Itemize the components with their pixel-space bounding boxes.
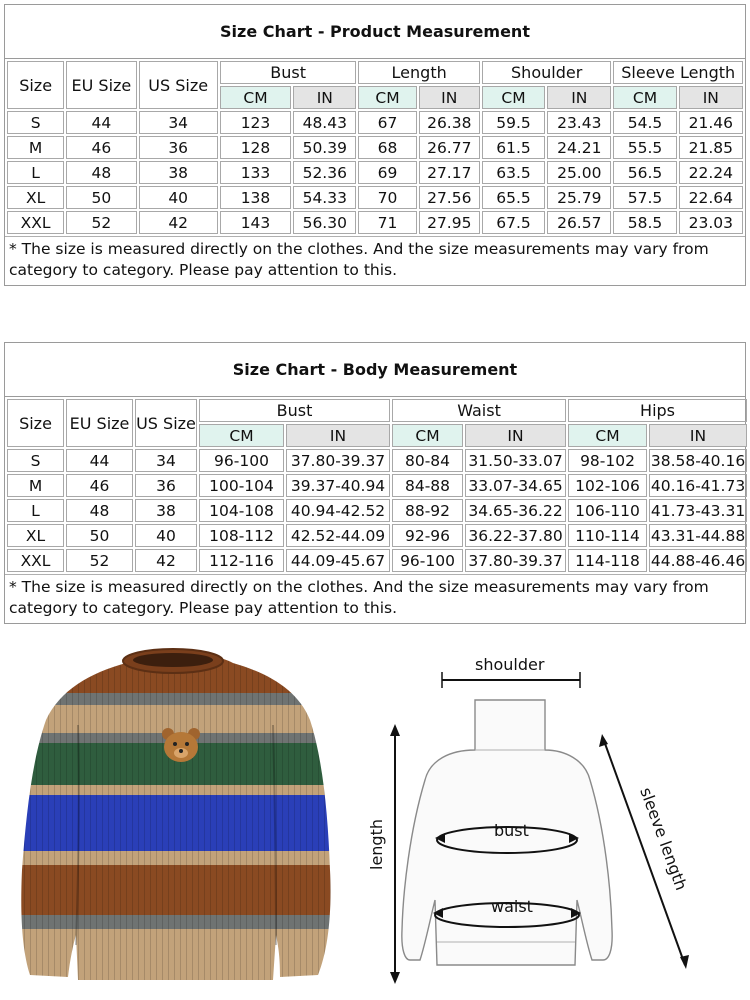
table-cell: 26.38: [419, 111, 480, 134]
unit-header-in: IN: [547, 86, 611, 109]
col-header-bust: Bust: [199, 399, 390, 422]
table-cell: 50: [66, 186, 136, 209]
unit-header-in: IN: [286, 424, 390, 447]
unit-header-cm: CM: [568, 424, 647, 447]
table-cell: 48: [66, 161, 136, 184]
col-header-waist: Waist: [392, 399, 566, 422]
measurement-diagram: [355, 650, 745, 990]
table-cell: 27.95: [419, 211, 480, 234]
table-cell: 40: [135, 524, 197, 547]
table-cell: 21.85: [679, 136, 743, 159]
unit-header-in: IN: [419, 86, 480, 109]
table-cell: 36.22-37.80: [465, 524, 566, 547]
table-cell: 25.00: [547, 161, 611, 184]
table-cell: 26.57: [547, 211, 611, 234]
table-cell: 88-92: [392, 499, 463, 522]
table-cell: 33.07-34.65: [465, 474, 566, 497]
size-cell: S: [7, 111, 64, 134]
col-header-length: Length: [358, 61, 479, 84]
table-cell: 69: [358, 161, 416, 184]
table-cell: 52: [66, 549, 133, 572]
table-cell: 55.5: [613, 136, 676, 159]
table-cell: 138: [220, 186, 291, 209]
shoulder-label: shoulder: [475, 655, 545, 674]
table-cell: 100-104: [199, 474, 284, 497]
table-cell: 68: [358, 136, 416, 159]
table-cell: 102-106: [568, 474, 647, 497]
table-cell: 24.21: [547, 136, 611, 159]
body-size-chart: [4, 342, 746, 624]
table-cell: 40: [139, 186, 218, 209]
table-cell: 52: [66, 211, 136, 234]
sweater-outline-diagram: [355, 650, 745, 990]
size-cell: XL: [7, 186, 64, 209]
table-cell: 43.31-44.88: [649, 524, 747, 547]
table-cell: 26.77: [419, 136, 480, 159]
table-cell: 56.5: [613, 161, 676, 184]
bust-label: bust: [494, 821, 529, 840]
table-cell: 22.24: [679, 161, 743, 184]
unit-header-in: IN: [649, 424, 747, 447]
table-row: [7, 499, 747, 522]
table-cell: 114-118: [568, 549, 647, 572]
table-cell: 50.39: [293, 136, 356, 159]
table-cell: 23.43: [547, 111, 611, 134]
table-cell: 34: [139, 111, 218, 134]
unit-header-in: IN: [293, 86, 356, 109]
col-header-size: Size: [7, 61, 64, 109]
size-cell: XXL: [7, 211, 64, 234]
size-cell: M: [7, 136, 64, 159]
table-cell: 27.17: [419, 161, 480, 184]
table-cell: 80-84: [392, 449, 463, 472]
table-cell: 110-114: [568, 524, 647, 547]
table-cell: 67.5: [482, 211, 545, 234]
size-cell: L: [7, 161, 64, 184]
col-header-size: Size: [7, 399, 64, 447]
table-cell: 38: [135, 499, 197, 522]
table-cell: 96-100: [392, 549, 463, 572]
table-cell: 67: [358, 111, 416, 134]
table-cell: 38: [139, 161, 218, 184]
table-cell: 25.79: [547, 186, 611, 209]
table-cell: 50: [66, 524, 133, 547]
table-cell: 39.37-40.94: [286, 474, 390, 497]
col-header-us-size: US Size: [135, 399, 197, 447]
table-cell: 36: [135, 474, 197, 497]
table-cell: 21.46: [679, 111, 743, 134]
table-cell: 34: [135, 449, 197, 472]
table-cell: 57.5: [613, 186, 676, 209]
table-cell: 98-102: [568, 449, 647, 472]
col-header-hips: Hips: [568, 399, 747, 422]
table-row: [7, 549, 747, 572]
table-cell: 112-116: [199, 549, 284, 572]
table-cell: 38.58-40.16: [649, 449, 747, 472]
table-row: [7, 111, 743, 134]
product-size-chart: [4, 4, 746, 286]
table-cell: 63.5: [482, 161, 545, 184]
table-cell: 56.30: [293, 211, 356, 234]
table-cell: 92-96: [392, 524, 463, 547]
table-cell: 42: [139, 211, 218, 234]
table-cell: 128: [220, 136, 291, 159]
product-size-table: [5, 59, 745, 236]
table-cell: 143: [220, 211, 291, 234]
table-cell: 54.33: [293, 186, 356, 209]
table-row: [7, 161, 743, 184]
table-cell: 44: [66, 449, 133, 472]
size-cell: L: [7, 499, 64, 522]
waist-label: waist: [491, 897, 533, 916]
unit-header-in: IN: [679, 86, 743, 109]
table-cell: 96-100: [199, 449, 284, 472]
table-cell: 123: [220, 111, 291, 134]
table-cell: 34.65-36.22: [465, 499, 566, 522]
table-cell: 23.03: [679, 211, 743, 234]
sweater-illustration: [18, 645, 338, 987]
unit-header-cm: CM: [199, 424, 284, 447]
table-cell: 31.50-33.07: [465, 449, 566, 472]
body-size-table: [5, 397, 749, 574]
size-cell: M: [7, 474, 64, 497]
table-cell: 58.5: [613, 211, 676, 234]
table-cell: 42.52-44.09: [286, 524, 390, 547]
unit-header-cm: CM: [392, 424, 463, 447]
table-cell: 42: [135, 549, 197, 572]
col-header-eu-size: EU Size: [66, 399, 133, 447]
unit-header-in: IN: [465, 424, 566, 447]
table-cell: 44: [66, 111, 136, 134]
col-header-bust: Bust: [220, 61, 357, 84]
table-cell: 133: [220, 161, 291, 184]
length-label: length: [367, 819, 386, 870]
table-cell: 48: [66, 499, 133, 522]
table-row: [7, 524, 747, 547]
size-cell: XL: [7, 524, 64, 547]
table-cell: 70: [358, 186, 416, 209]
table-cell: 40.94-42.52: [286, 499, 390, 522]
table-row: [7, 136, 743, 159]
unit-header-cm: CM: [358, 86, 416, 109]
col-header-eu-size: EU Size: [66, 61, 136, 109]
table-cell: 84-88: [392, 474, 463, 497]
table-cell: 46: [66, 474, 133, 497]
table-row: [7, 474, 747, 497]
product-chart-note: * The size is measured directly on the clothes. And the size measurements may vary from category to category. Please pay attention to this.: [5, 236, 745, 285]
table-cell: 54.5: [613, 111, 676, 134]
unit-header-cm: CM: [613, 86, 676, 109]
table-cell: 22.64: [679, 186, 743, 209]
table-cell: 59.5: [482, 111, 545, 134]
unit-header-cm: CM: [482, 86, 545, 109]
table-cell: 44.09-45.67: [286, 549, 390, 572]
col-header-shoulder: Shoulder: [482, 61, 612, 84]
col-header-sleeve-length: Sleeve Length: [613, 61, 743, 84]
table-cell: 48.43: [293, 111, 356, 134]
unit-header-cm: CM: [220, 86, 291, 109]
table-cell: 37.80-39.37: [465, 549, 566, 572]
table-cell: 65.5: [482, 186, 545, 209]
body-chart-title: Size Chart - Body Measurement: [5, 343, 745, 397]
table-cell: 37.80-39.37: [286, 449, 390, 472]
table-cell: 41.73-43.31: [649, 499, 747, 522]
body-chart-note: * The size is measured directly on the clothes. And the size measurements may vary from category to category. Please pay attention to this.: [5, 574, 745, 623]
table-cell: 36: [139, 136, 218, 159]
col-header-us-size: US Size: [139, 61, 218, 109]
table-cell: 46: [66, 136, 136, 159]
product-chart-title: Size Chart - Product Measurement: [5, 5, 745, 59]
table-cell: 104-108: [199, 499, 284, 522]
sweater-photo: [18, 645, 338, 987]
table-cell: 71: [358, 211, 416, 234]
table-cell: 52.36: [293, 161, 356, 184]
sleeve-length-label: sleeve length: [636, 784, 691, 893]
table-row: [7, 186, 743, 209]
table-cell: 27.56: [419, 186, 480, 209]
table-cell: 61.5: [482, 136, 545, 159]
table-cell: 44.88-46.46: [649, 549, 747, 572]
table-cell: 40.16-41.73: [649, 474, 747, 497]
table-cell: 108-112: [199, 524, 284, 547]
table-row: [7, 449, 747, 472]
table-cell: 106-110: [568, 499, 647, 522]
size-cell: XXL: [7, 549, 64, 572]
size-cell: S: [7, 449, 64, 472]
table-row: [7, 211, 743, 234]
